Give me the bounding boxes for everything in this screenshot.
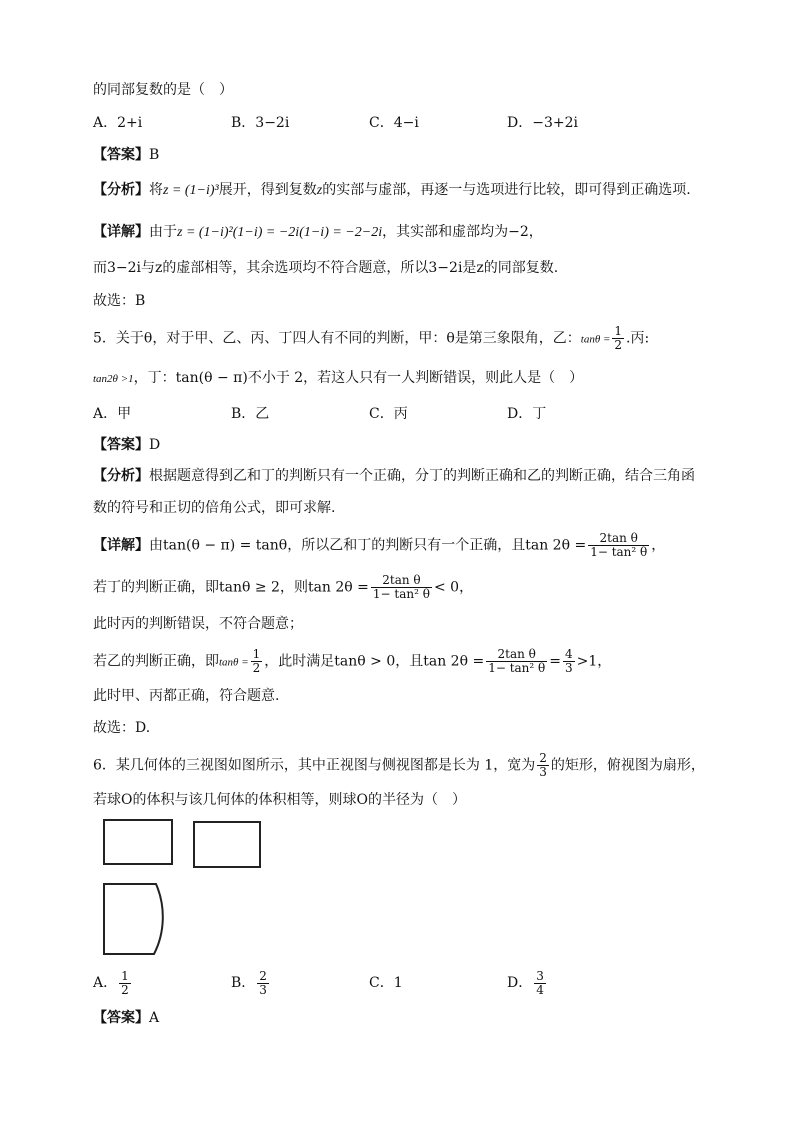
tan2theta-fraction: $\frac{\text{2tan θ}}{\text{1− tan² θ}}$ bbox=[590, 531, 648, 559]
q5-analysis-line2: 数的符号和正切的倍角公式，即可求解. bbox=[93, 500, 336, 516]
q4-option-a: A．2+i bbox=[93, 115, 143, 131]
q4-choose: 故选：B bbox=[93, 293, 146, 309]
q5-options bbox=[93, 403, 653, 425]
q6-option-a: A． $\frac{1}{2}$ bbox=[93, 968, 129, 997]
q5-stem-fraction: $\frac{1}{2}$ bbox=[614, 324, 623, 352]
q4-option-c: C．4−i bbox=[369, 115, 419, 131]
q6-answer: 【答案】A bbox=[93, 1010, 160, 1026]
q4-detail-line2: 而3−2i与z的虚部相等，其余选项均不符合题意，所以3−2i是z的同部复数. bbox=[93, 260, 559, 276]
side-view-rect bbox=[194, 822, 260, 867]
q5-detail-line5: 此时甲、丙都正确，符合题意. bbox=[93, 688, 280, 704]
q5-detail: 【详解】由tan(θ − π) = tanθ，所以乙和丁的判断只有一个正确，且tan 2θ = $\frac{\text{2tan θ}}{\text{1− tan² θ}}$ ， bbox=[93, 531, 666, 559]
q4-option-d: D．−3+2i bbox=[507, 115, 578, 131]
q5-choose: 故选：D. bbox=[93, 720, 151, 736]
q6-option-d: D． $\frac{3}{4}$ bbox=[507, 968, 544, 997]
q5-option-a: A．甲 bbox=[93, 406, 132, 422]
three-view-figure bbox=[98, 812, 268, 960]
q6-option-c: C．1 bbox=[369, 975, 403, 991]
q4-options bbox=[93, 112, 653, 134]
q4-analysis: 【分析】将z = (1−i)³展开，得到复数z的实部与虚部，再逐一与选项进行比较，即可得到正确选项. bbox=[93, 182, 691, 198]
half-fraction: $\frac{1}{2}$ bbox=[252, 647, 261, 675]
q5-option-d: D．丁 bbox=[507, 406, 547, 422]
tan2theta-fraction: $\frac{\text{2tan θ}}{\text{1− tan² θ}}$ bbox=[488, 647, 546, 675]
q4-detail: 【详解】由于z = (1−i)²(1−i) = −2i(1−i) = −2−2i，其实部和虚部均为−2， bbox=[93, 224, 543, 240]
q6-stem-line2: 若球O的体积与该几何体的体积相等，则球O的半径为（ ） bbox=[93, 792, 466, 808]
q6-options bbox=[93, 968, 653, 998]
q5-stem-line2: tan2θ >1，丁：tan(θ − π)不小于 2，若这人只有一人判断错误，则此人是（ ） bbox=[93, 370, 584, 386]
q6-stem: 6．某几何体的三视图如图所示，其中正视图与侧视图都是长为 1，宽为 $\frac{2}{3}$ 的矩形，俯视图为扇形， bbox=[93, 751, 705, 779]
q5-detail-line2: 若丁的判断正确，即tanθ ≥ 2，则tan 2θ = $\frac{\text{2tan θ}}{\text{1− tan² θ}}$ < 0， bbox=[93, 573, 474, 601]
q5-stem: 5．关于θ，对于甲、乙、丙、丁四人有不同的判断，甲：θ是第三象限角，乙：tanθ = $\frac{1}{2}$ .丙: bbox=[93, 324, 650, 352]
front-view-rect bbox=[104, 820, 172, 864]
q6-option-b: B． $\frac{2}{3}$ bbox=[231, 968, 267, 997]
q4-answer: 【答案】B bbox=[93, 147, 160, 163]
q6-stem-fraction: $\frac{2}{3}$ bbox=[539, 751, 547, 779]
q5-analysis: 【分析】根据题意得到乙和丁的判断只有一个正确，分丁的判断正确和乙的判断正确，结合三角函 bbox=[93, 468, 695, 484]
q5-option-b: B．乙 bbox=[231, 406, 270, 422]
top-view-sector bbox=[104, 884, 163, 954]
q4-stem-tail: 的同部复数的是（ ） bbox=[93, 82, 233, 98]
q5-option-c: C．丙 bbox=[369, 406, 408, 422]
q4-option-b: B．3−2i bbox=[231, 115, 290, 131]
q5-detail-line4: 若乙的判断正确，即tanθ = $\frac{1}{2}$ ，此时满足tanθ > 0，且tan 2θ = $\frac{\text{2tan θ}}{\text{1− tan² θ}}$ = $\frac{4}{3}$ >1， bbox=[93, 647, 612, 675]
q5-answer: 【答案】D bbox=[93, 437, 161, 453]
four-thirds-fraction: $\frac{4}{3}$ bbox=[565, 647, 573, 675]
q5-detail-line3: 此时丙的判断错误，不符合题意； bbox=[93, 616, 303, 632]
tan2theta-fraction: $\frac{\text{2tan θ}}{\text{1− tan² θ}}$ bbox=[372, 573, 430, 601]
